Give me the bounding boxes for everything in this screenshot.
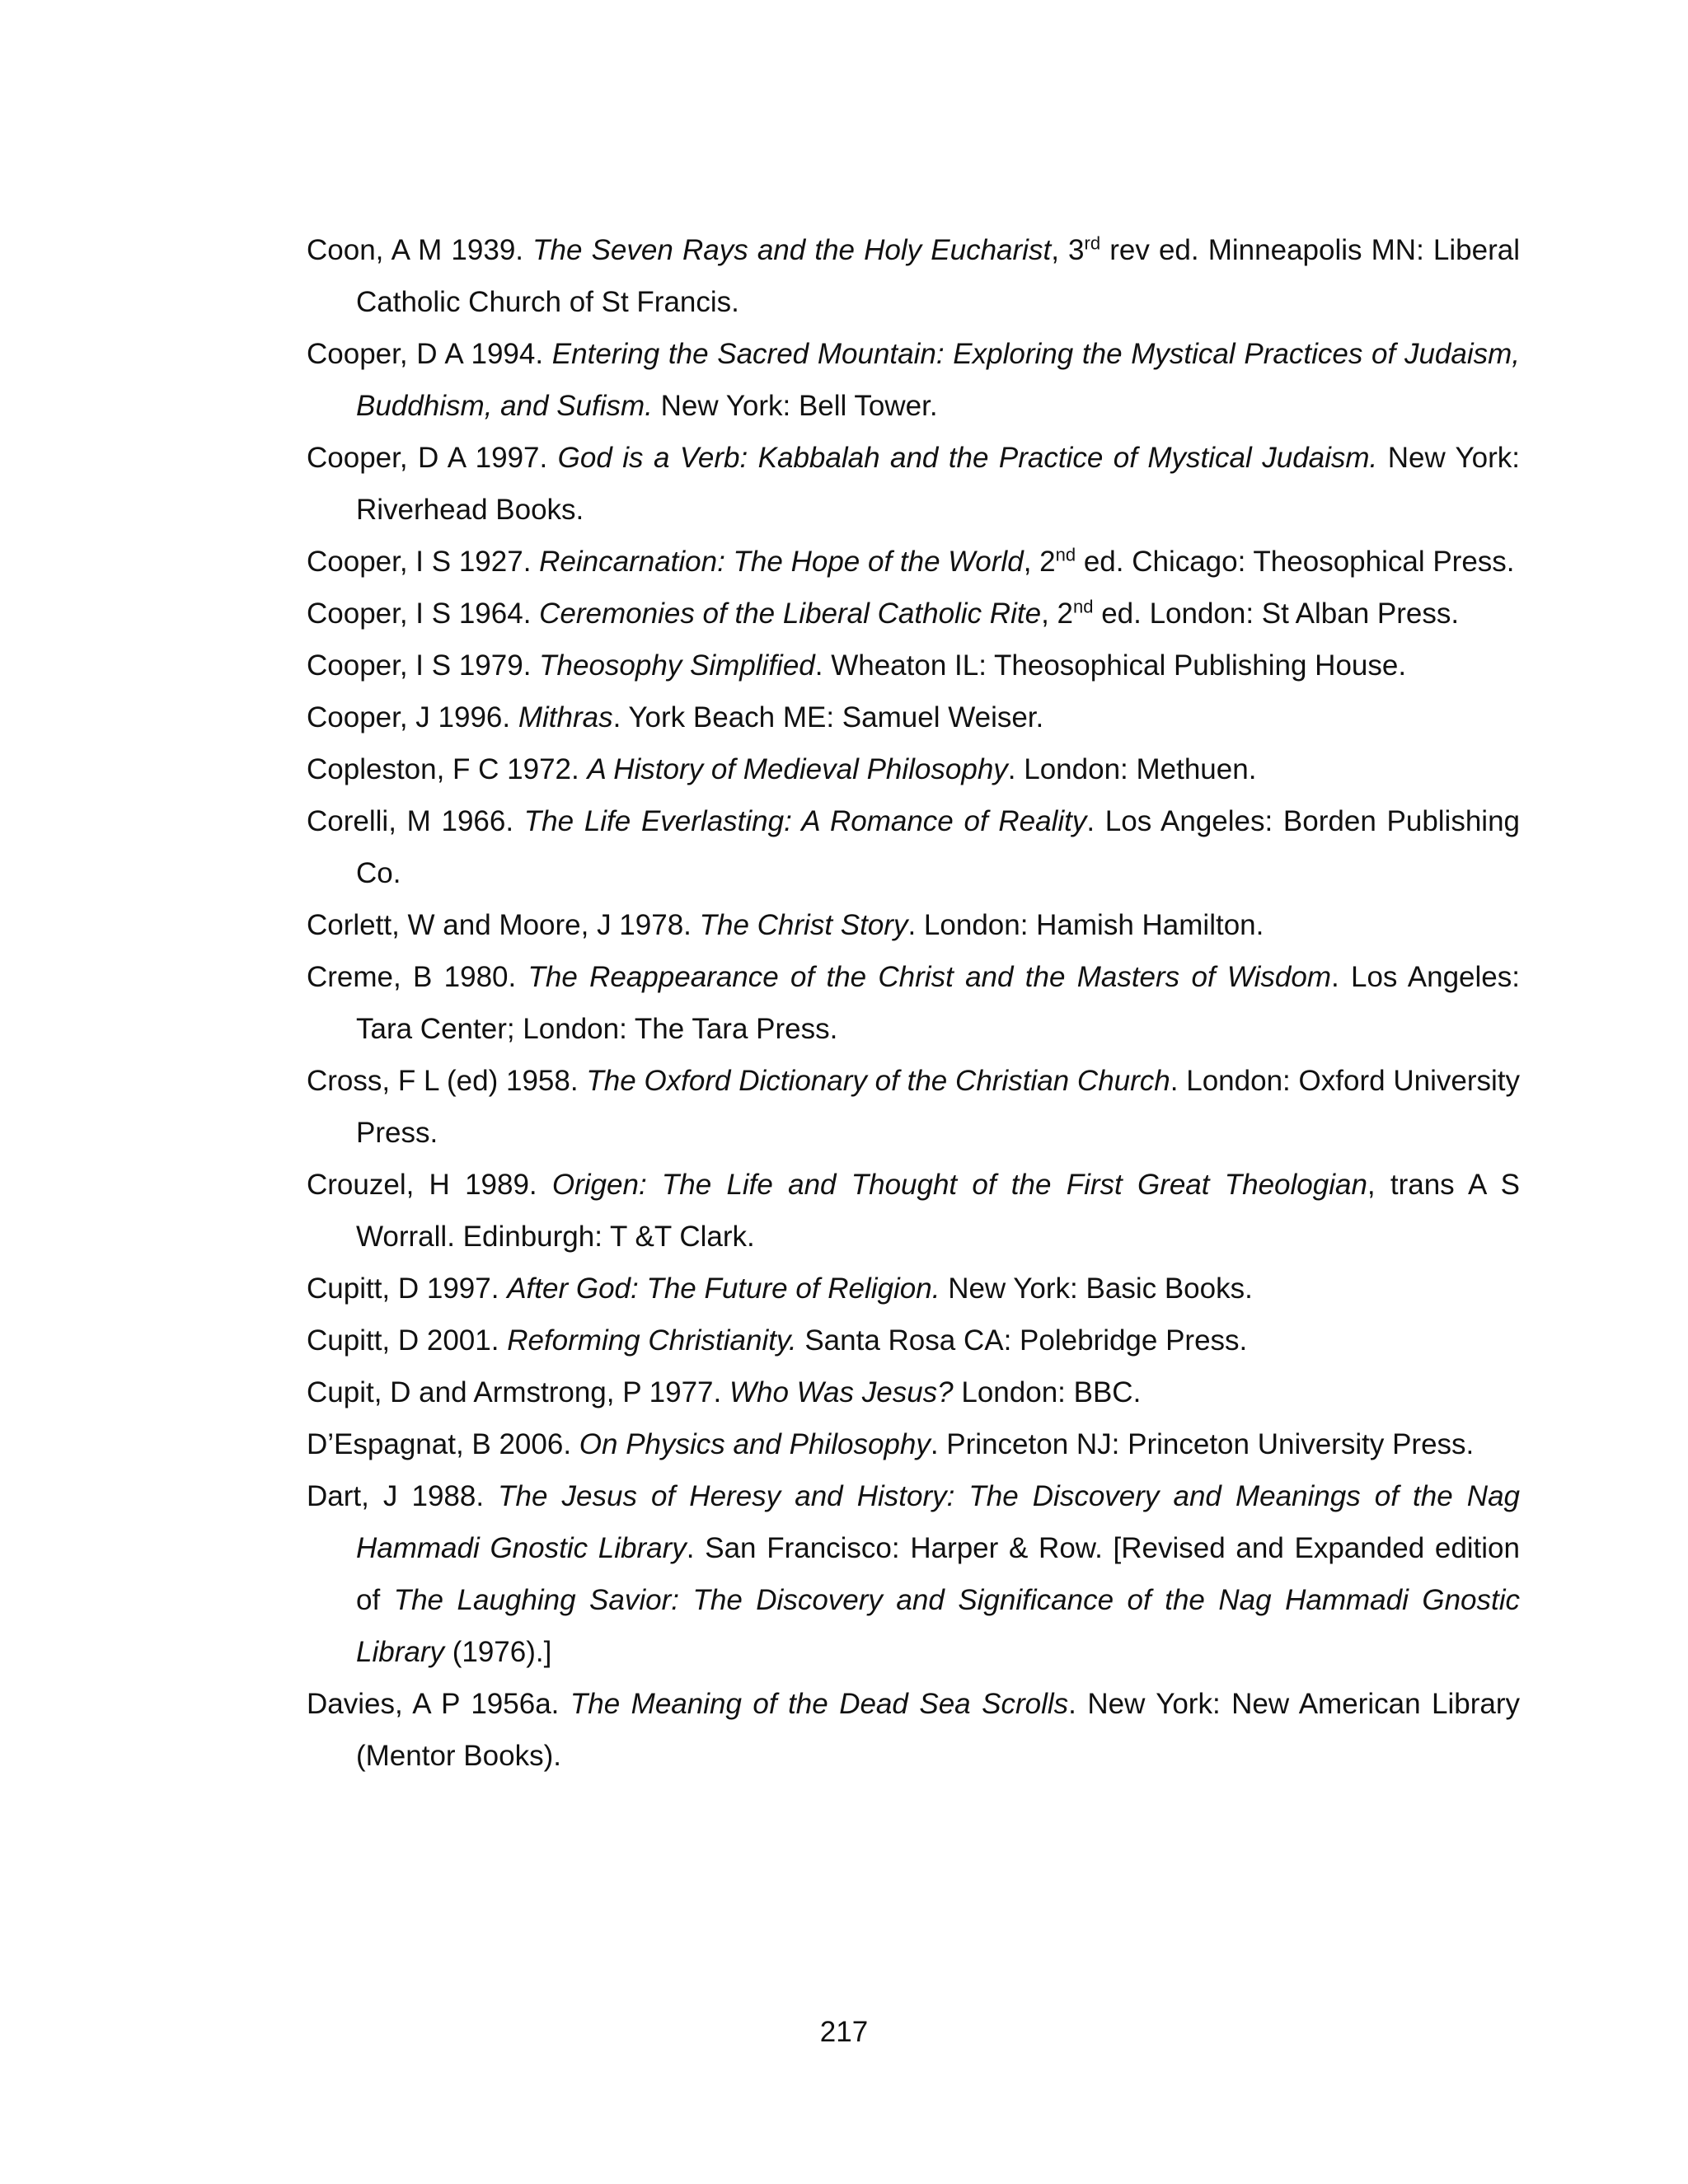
entry-title: Reincarnation: The Hope of the World — [539, 546, 1024, 578]
entry-superscript: nd — [1055, 544, 1076, 565]
entry-text: London: BBC. — [953, 1376, 1142, 1408]
entry-text: Santa Rosa CA: Polebridge Press. — [796, 1324, 1248, 1357]
entry-text: D’Espagnat, B 2006. — [307, 1428, 579, 1460]
bibliography-entry — [307, 691, 1520, 743]
entry-title: The Reappearance of the Christ and the Masters of Wisdom — [528, 961, 1331, 993]
bibliography-entry — [307, 795, 1520, 899]
entry-text: Cooper, I S 1964. — [307, 598, 540, 630]
entry-text: , 2 — [1041, 598, 1073, 630]
entry-title: The Life Everlasting: A Romance of Reality — [523, 805, 1087, 837]
bibliography-entry — [307, 1418, 1520, 1470]
bibliography-entry — [307, 743, 1520, 795]
bibliography-entry — [307, 224, 1520, 328]
entry-text: Cupit, D and Armstrong, P 1977. — [307, 1376, 729, 1408]
entry-superscript: nd — [1072, 596, 1094, 617]
entry-text: Crouzel, H 1989. — [307, 1169, 552, 1201]
entry-text: Copleston, F C 1972. — [307, 753, 588, 785]
entry-superscript: rd — [1084, 232, 1101, 254]
entry-text: New York: Riverhead Books. — [356, 442, 1521, 526]
bibliography-entry — [307, 536, 1520, 588]
bibliography-entry — [307, 951, 1520, 1055]
entry-text: . Wheaton IL: Theosophical Publishing House. — [814, 649, 1407, 682]
entry-text: . San Francisco: Harper & Row. [Revised and Expanded edition of — [356, 1532, 1520, 1616]
entry-title: Who Was Jesus? — [729, 1376, 954, 1408]
entry-title: God is a Verb: Kabbalah and the Practice of Mystical Judaism. — [557, 442, 1378, 474]
bibliography-entry — [307, 328, 1520, 432]
bibliography-entry — [307, 1678, 1520, 1782]
entry-text: . Los Angeles: Tara Center; London: The Tara Press. — [356, 961, 1520, 1045]
entry-text: Cooper, J 1996. — [307, 701, 518, 733]
entry-title: After God: The Future of Religion. — [507, 1272, 940, 1305]
entry-title: Origen: The Life and Thought of the First Great Theologian — [551, 1169, 1367, 1201]
entry-text: Cupitt, D 2001. — [307, 1324, 508, 1357]
entry-text: . Princeton NJ: Princeton University Press. — [930, 1428, 1475, 1460]
entry-text: . New York: New American Library (Mentor Books). — [356, 1688, 1520, 1772]
entry-text: Creme, B 1980. — [307, 961, 528, 993]
entry-title: The Seven Rays and the Holy Eucharist — [532, 234, 1052, 266]
entry-text: Cross, F L (ed) 1958. — [307, 1065, 587, 1097]
entry-text: Corelli, M 1966. — [307, 805, 524, 837]
page-number: 217 — [819, 2016, 869, 2048]
entry-text: , 2 — [1023, 546, 1056, 578]
entry-title: On Physics and Philosophy — [579, 1428, 931, 1460]
entry-text: . York Beach ME: Samuel Weiser. — [612, 701, 1044, 733]
bibliography-entry — [307, 1315, 1520, 1366]
entry-text: New York: Bell Tower. — [652, 390, 938, 422]
entry-text: ed. London: St Alban Press. — [1093, 598, 1460, 630]
entry-text: Dart, J 1988. — [307, 1480, 499, 1512]
entry-title: The Meaning of the Dead Sea Scrolls — [570, 1688, 1069, 1720]
entry-text: Coon, A M 1939. — [307, 234, 533, 266]
entry-text: Cooper, I S 1979. — [307, 649, 540, 682]
entry-text: . London: Hamish Hamilton. — [907, 909, 1264, 941]
bibliography-list — [307, 224, 1520, 1782]
entry-text: Cooper, I S 1927. — [307, 546, 540, 578]
entry-title: A History of Medieval Philosophy — [587, 753, 1008, 785]
entry-text: Corlett, W and Moore, J 1978. — [307, 909, 700, 941]
bibliography-entry — [307, 1263, 1520, 1315]
entry-text: New York: Basic Books. — [940, 1272, 1253, 1305]
entry-text: Cooper, D A 1997. — [307, 442, 558, 474]
entry-text: . London: Oxford University Press. — [356, 1065, 1520, 1149]
entry-title: Ceremonies of the Liberal Catholic Rite — [539, 598, 1042, 630]
bibliography-entry — [307, 1159, 1520, 1263]
bibliography-entry — [307, 1470, 1520, 1678]
bibliography-entry — [307, 640, 1520, 691]
entry-text: Cooper, D A 1994. — [307, 338, 552, 370]
bibliography-entry — [307, 1366, 1520, 1418]
bibliography-entry — [307, 432, 1520, 536]
entry-title: Entering the Sacred Mountain: Exploring the Mystical Practices of Judaism, Buddhism, and Sufism. — [356, 338, 1520, 422]
entry-text: Cupitt, D 1997. — [307, 1272, 508, 1305]
entry-text: rev ed. Minneapolis MN: Liberal Catholic Church of St Francis. — [356, 234, 1520, 318]
entry-text: , trans A S Worrall. Edinburgh: T &T Clark. — [356, 1169, 1520, 1253]
entry-title: The Christ Story — [699, 909, 908, 941]
entry-title: Mithras — [518, 701, 613, 733]
entry-title: The Laughing Savior: The Discovery and Significance of the Nag Hammadi Gnostic Library — [356, 1584, 1520, 1668]
entry-text: , 3 — [1051, 234, 1085, 266]
bibliography-entry — [307, 588, 1520, 640]
entry-text: . London: Methuen. — [1007, 753, 1257, 785]
entry-title: The Oxford Dictionary of the Christian Church — [586, 1065, 1170, 1097]
entry-title: The Jesus of Heresy and History: The Discovery and Meanings of the Nag Hammadi Gnostic Library — [356, 1480, 1520, 1564]
entry-text: . Los Angeles: Borden Publishing Co. — [356, 805, 1521, 889]
bibliography-entry — [307, 1055, 1520, 1159]
entry-text: (1976).] — [443, 1636, 552, 1668]
entry-title: Theosophy Simplified — [539, 649, 815, 682]
entry-title: Reforming Christianity. — [507, 1324, 797, 1357]
entry-text: ed. Chicago: Theosophical Press. — [1076, 546, 1515, 578]
entry-text: Davies, A P 1956a. — [307, 1688, 570, 1720]
bibliography-entry — [307, 899, 1520, 951]
